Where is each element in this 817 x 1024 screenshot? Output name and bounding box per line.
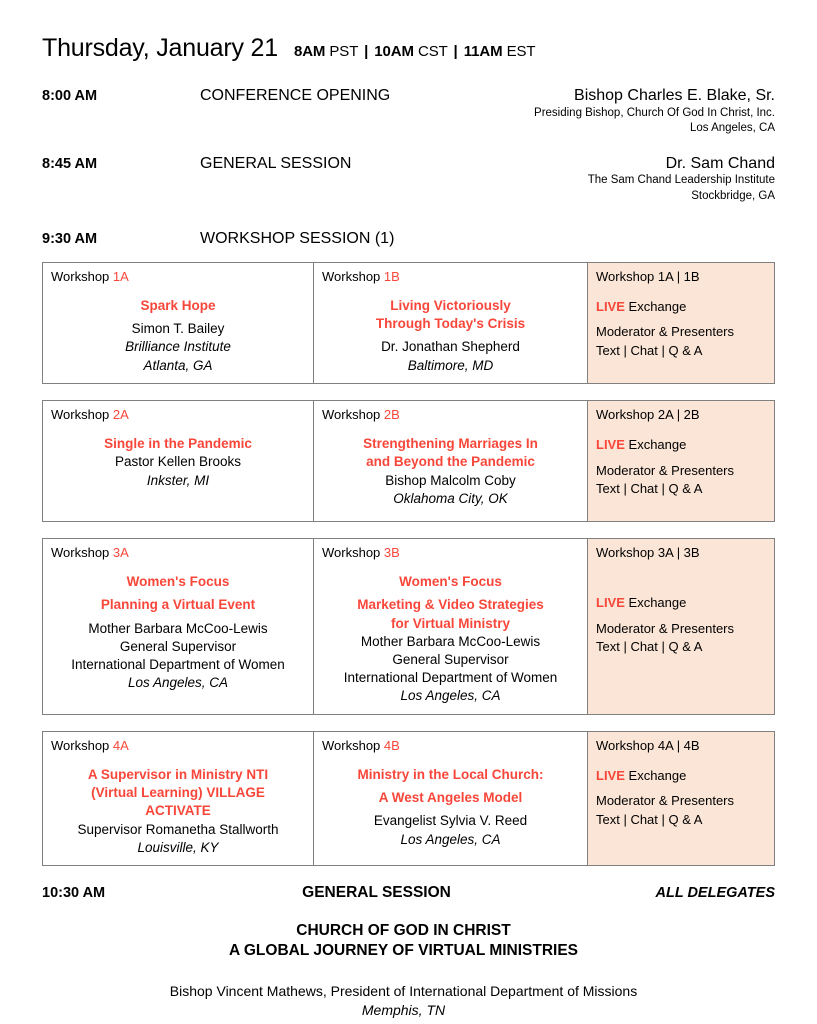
workshop-body (322, 573, 579, 706)
agenda-time: 8:00 AM (42, 88, 98, 104)
timezone-zone-est: EST (506, 43, 536, 60)
live-moderator: Moderator & Presenters (596, 324, 735, 340)
speaker-name: Bishop Charles E. Blake, Sr. (574, 87, 775, 104)
live-moderator: Moderator & Presenters (596, 620, 735, 636)
workshop-presenter: Dr. Jonathan Shepherd (381, 339, 520, 355)
workshop-live-label: Workshop 1A | 1B (596, 268, 700, 284)
workshop-label-prefix: Workshop (51, 544, 113, 560)
live-exchange-text: Exchange (624, 595, 687, 611)
workshop-title-line: Marketing & Video Strategies (357, 597, 544, 613)
agenda-time: 8:45 AM (42, 155, 98, 172)
workshop-cell-1b[interactable] (314, 263, 588, 383)
timezone-separator-2: | (453, 43, 458, 60)
live-exchange-line (596, 297, 766, 317)
live-channels: Text | Chat | Q & A (596, 639, 703, 655)
workshop-live-cell[interactable] (588, 401, 774, 521)
workshop-label (51, 545, 305, 561)
workshop-label-code: 1B (383, 268, 400, 284)
workshop-title-line: Through Today's Crisis (375, 316, 526, 332)
workshop-label (322, 407, 579, 423)
workshop-label-prefix: Workshop (322, 544, 384, 560)
footer-theme-line-2: A GLOBAL JOURNEY OF VIRTUAL MINISTRIES (228, 942, 579, 960)
workshop-label (322, 545, 579, 561)
workshop-city: Louisville, KY (137, 839, 219, 855)
workshop-label (51, 738, 305, 754)
workshop-presenter: Bishop Malcolm Coby (385, 472, 516, 488)
workshop-live-label: Workshop 3A | 3B (596, 544, 700, 560)
agenda-speaker-block (475, 154, 775, 204)
live-badge: LIVE (596, 595, 625, 611)
workshop-title-line: Women's Focus (126, 574, 230, 590)
live-channels: Text | Chat | Q & A (596, 481, 703, 497)
live-exchange-text: Exchange (624, 298, 687, 314)
workshop-title-line: Living Victoriously (390, 297, 511, 313)
workshop-label-code: 2A (112, 406, 129, 422)
workshop-title-line: A Supervisor in Ministry NTI (87, 766, 269, 782)
workshop-dept: International Department of Women (71, 656, 285, 672)
workshop-label-code: 1A (112, 268, 129, 284)
workshop-label (51, 407, 305, 423)
footer-theme-line-1: CHURCH OF GOD IN CHRIST (296, 921, 511, 939)
live-exchange-line (596, 593, 766, 613)
workshop-live-label: Workshop 2A | 2B (596, 406, 700, 422)
workshop-title-line: Single in the Pandemic (104, 436, 252, 452)
workshop-body (322, 297, 579, 375)
live-stack (596, 435, 766, 499)
footer-section (42, 884, 775, 1021)
workshop-label-prefix: Workshop (51, 737, 113, 753)
workshop-body (322, 435, 579, 508)
timezone-zone-cst: CST (417, 43, 448, 60)
live-exchange-line (596, 435, 766, 455)
live-stack (596, 593, 766, 657)
workshop-block (42, 731, 775, 866)
workshop-label-prefix: Workshop (51, 406, 113, 422)
workshop-cell-2a[interactable] (43, 401, 314, 521)
timezone-zone-pst: PST (329, 43, 359, 60)
workshop-label (51, 269, 305, 285)
workshop-label-prefix: Workshop (322, 406, 384, 422)
live-channels: Text | Chat | Q & A (596, 812, 703, 828)
workshop-block (42, 262, 775, 384)
workshop-session-title: WORKSHOP SESSION (1) (200, 229, 395, 247)
workshop-body (51, 297, 305, 375)
workshop-label-code: 3A (112, 544, 129, 560)
live-exchange-text: Exchange (624, 767, 687, 783)
page-title: Thursday, January 21 (42, 34, 278, 62)
workshop-title-line: (Virtual Learning) VILLAGE (91, 785, 265, 801)
workshop-role: Brilliance Institute (125, 339, 231, 355)
workshop-role: General Supervisor (392, 651, 509, 667)
workshop-label-prefix: Workshop (322, 268, 384, 284)
workshop-title-line: A West Angeles Model (378, 790, 523, 806)
workshop-block (42, 538, 775, 715)
workshop-city: Los Angeles, CA (400, 688, 501, 704)
agenda-row (42, 86, 775, 136)
workshop-city: Atlanta, GA (143, 357, 213, 373)
workshop-cell-3a[interactable] (43, 539, 314, 714)
workshop-presenter: Mother Barbara McCoo-Lewis (88, 620, 268, 636)
workshop-title-line: Ministry in the Local Church: (357, 766, 544, 782)
live-badge: LIVE (596, 767, 625, 783)
day-header (42, 0, 775, 63)
workshop-label-code: 3B (383, 544, 400, 560)
footer-audience: ALL DELEGATES (655, 884, 775, 901)
footer-session-title: GENERAL SESSION (302, 883, 451, 901)
workshop-presenter: Mother Barbara McCoo-Lewis (360, 633, 541, 649)
speaker-name: Dr. Sam Chand (665, 154, 775, 172)
workshop-live-cell[interactable] (588, 732, 774, 865)
workshop-cell-3b[interactable] (314, 539, 588, 714)
workshop-role: General Supervisor (119, 638, 237, 654)
workshop-title-line: Women's Focus (399, 574, 502, 590)
footer-theme (42, 921, 775, 962)
live-badge: LIVE (596, 298, 625, 314)
workshop-label (322, 269, 579, 285)
footer-row (42, 884, 775, 902)
speaker-org: Presiding Bishop, Church Of God In Christ, Inc. (534, 106, 775, 119)
live-channels: Text | Chat | Q & A (596, 343, 703, 359)
workshop-cell-4b[interactable] (314, 732, 588, 865)
workshop-body (322, 766, 579, 849)
workshop-title-line: and Beyond the Pandemic (366, 454, 535, 470)
workshop-title-line: for Virtual Ministry (390, 615, 511, 631)
workshop-city: Los Angeles, CA (127, 675, 229, 691)
workshop-presenter: Simon T. Bailey (131, 321, 225, 337)
workshop-title-line: ACTIVATE (145, 803, 211, 819)
timezone-time-cst: 10AM (374, 43, 414, 60)
workshop-title-line: Strengthening Marriages In (363, 436, 538, 452)
live-badge: LIVE (596, 437, 625, 453)
workshop-label-prefix: Workshop (51, 268, 113, 284)
workshop-title-line: Planning a Virtual Event (100, 597, 256, 613)
timezone-line (294, 43, 535, 60)
timezone-time-pst: 8AM (293, 43, 326, 60)
workshop-label-code: 2B (383, 406, 400, 422)
timezone-separator-1: | (364, 43, 369, 60)
workshop-presenter: Supervisor Romanetha Stallworth (77, 821, 279, 837)
workshop-cell-4a[interactable] (43, 732, 314, 865)
workshop-title-line: Spark Hope (140, 297, 216, 313)
workshop-city: Oklahoma City, OK (393, 490, 508, 506)
live-stack (596, 297, 766, 361)
workshop-live-label: Workshop 4A | 4B (596, 737, 700, 753)
agenda-title: GENERAL SESSION (200, 154, 352, 172)
live-moderator: Moderator & Presenters (596, 793, 735, 809)
workshop-presenter: Evangelist Sylvia V. Reed (373, 813, 528, 829)
footer-presenter-name: Bishop Vincent Mathews, President of International Department of Missions (169, 982, 638, 999)
workshop-label-prefix: Workshop (322, 737, 384, 753)
footer-time: 10:30 AM (42, 884, 106, 901)
workshop-block (42, 400, 775, 522)
workshop-body (51, 573, 305, 692)
agenda-row (42, 154, 775, 204)
live-moderator: Moderator & Presenters (596, 462, 735, 478)
workshop-session-time: 9:30 AM (42, 230, 98, 247)
workshop-cell-1a[interactable] (43, 263, 314, 383)
workshop-presenter: Pastor Kellen Brooks (114, 454, 242, 470)
workshop-cell-2b[interactable] (314, 401, 588, 521)
agenda-speaker-block (475, 86, 775, 136)
footer-presenter-block (42, 982, 775, 1021)
agenda-title: CONFERENCE OPENING (200, 87, 391, 104)
workshop-label-code: 4B (383, 737, 400, 753)
workshop-city: Inkster, MI (146, 472, 210, 488)
workshop-label-code: 4A (112, 737, 129, 753)
speaker-city: Stockbridge, GA (691, 189, 775, 202)
workshop-body (51, 435, 305, 490)
timezone-time-est: 11AM (463, 43, 503, 60)
workshop-city: Baltimore, MD (407, 357, 494, 373)
footer-presenter-city: Memphis, TN (361, 1002, 446, 1019)
workshop-city: Los Angeles, CA (400, 831, 501, 847)
live-stack (596, 766, 766, 830)
speaker-city: Los Angeles, CA (689, 121, 775, 134)
workshop-live-cell[interactable] (588, 539, 774, 714)
speaker-org: The Sam Chand Leadership Institute (587, 174, 775, 187)
workshop-label (322, 738, 579, 754)
workshop-dept: International Department of Women (343, 670, 558, 686)
workshop-session-row (42, 229, 775, 248)
workshop-live-cell[interactable] (588, 263, 774, 383)
live-exchange-line (596, 766, 766, 786)
workshop-body (51, 766, 305, 857)
live-exchange-text: Exchange (624, 437, 687, 453)
